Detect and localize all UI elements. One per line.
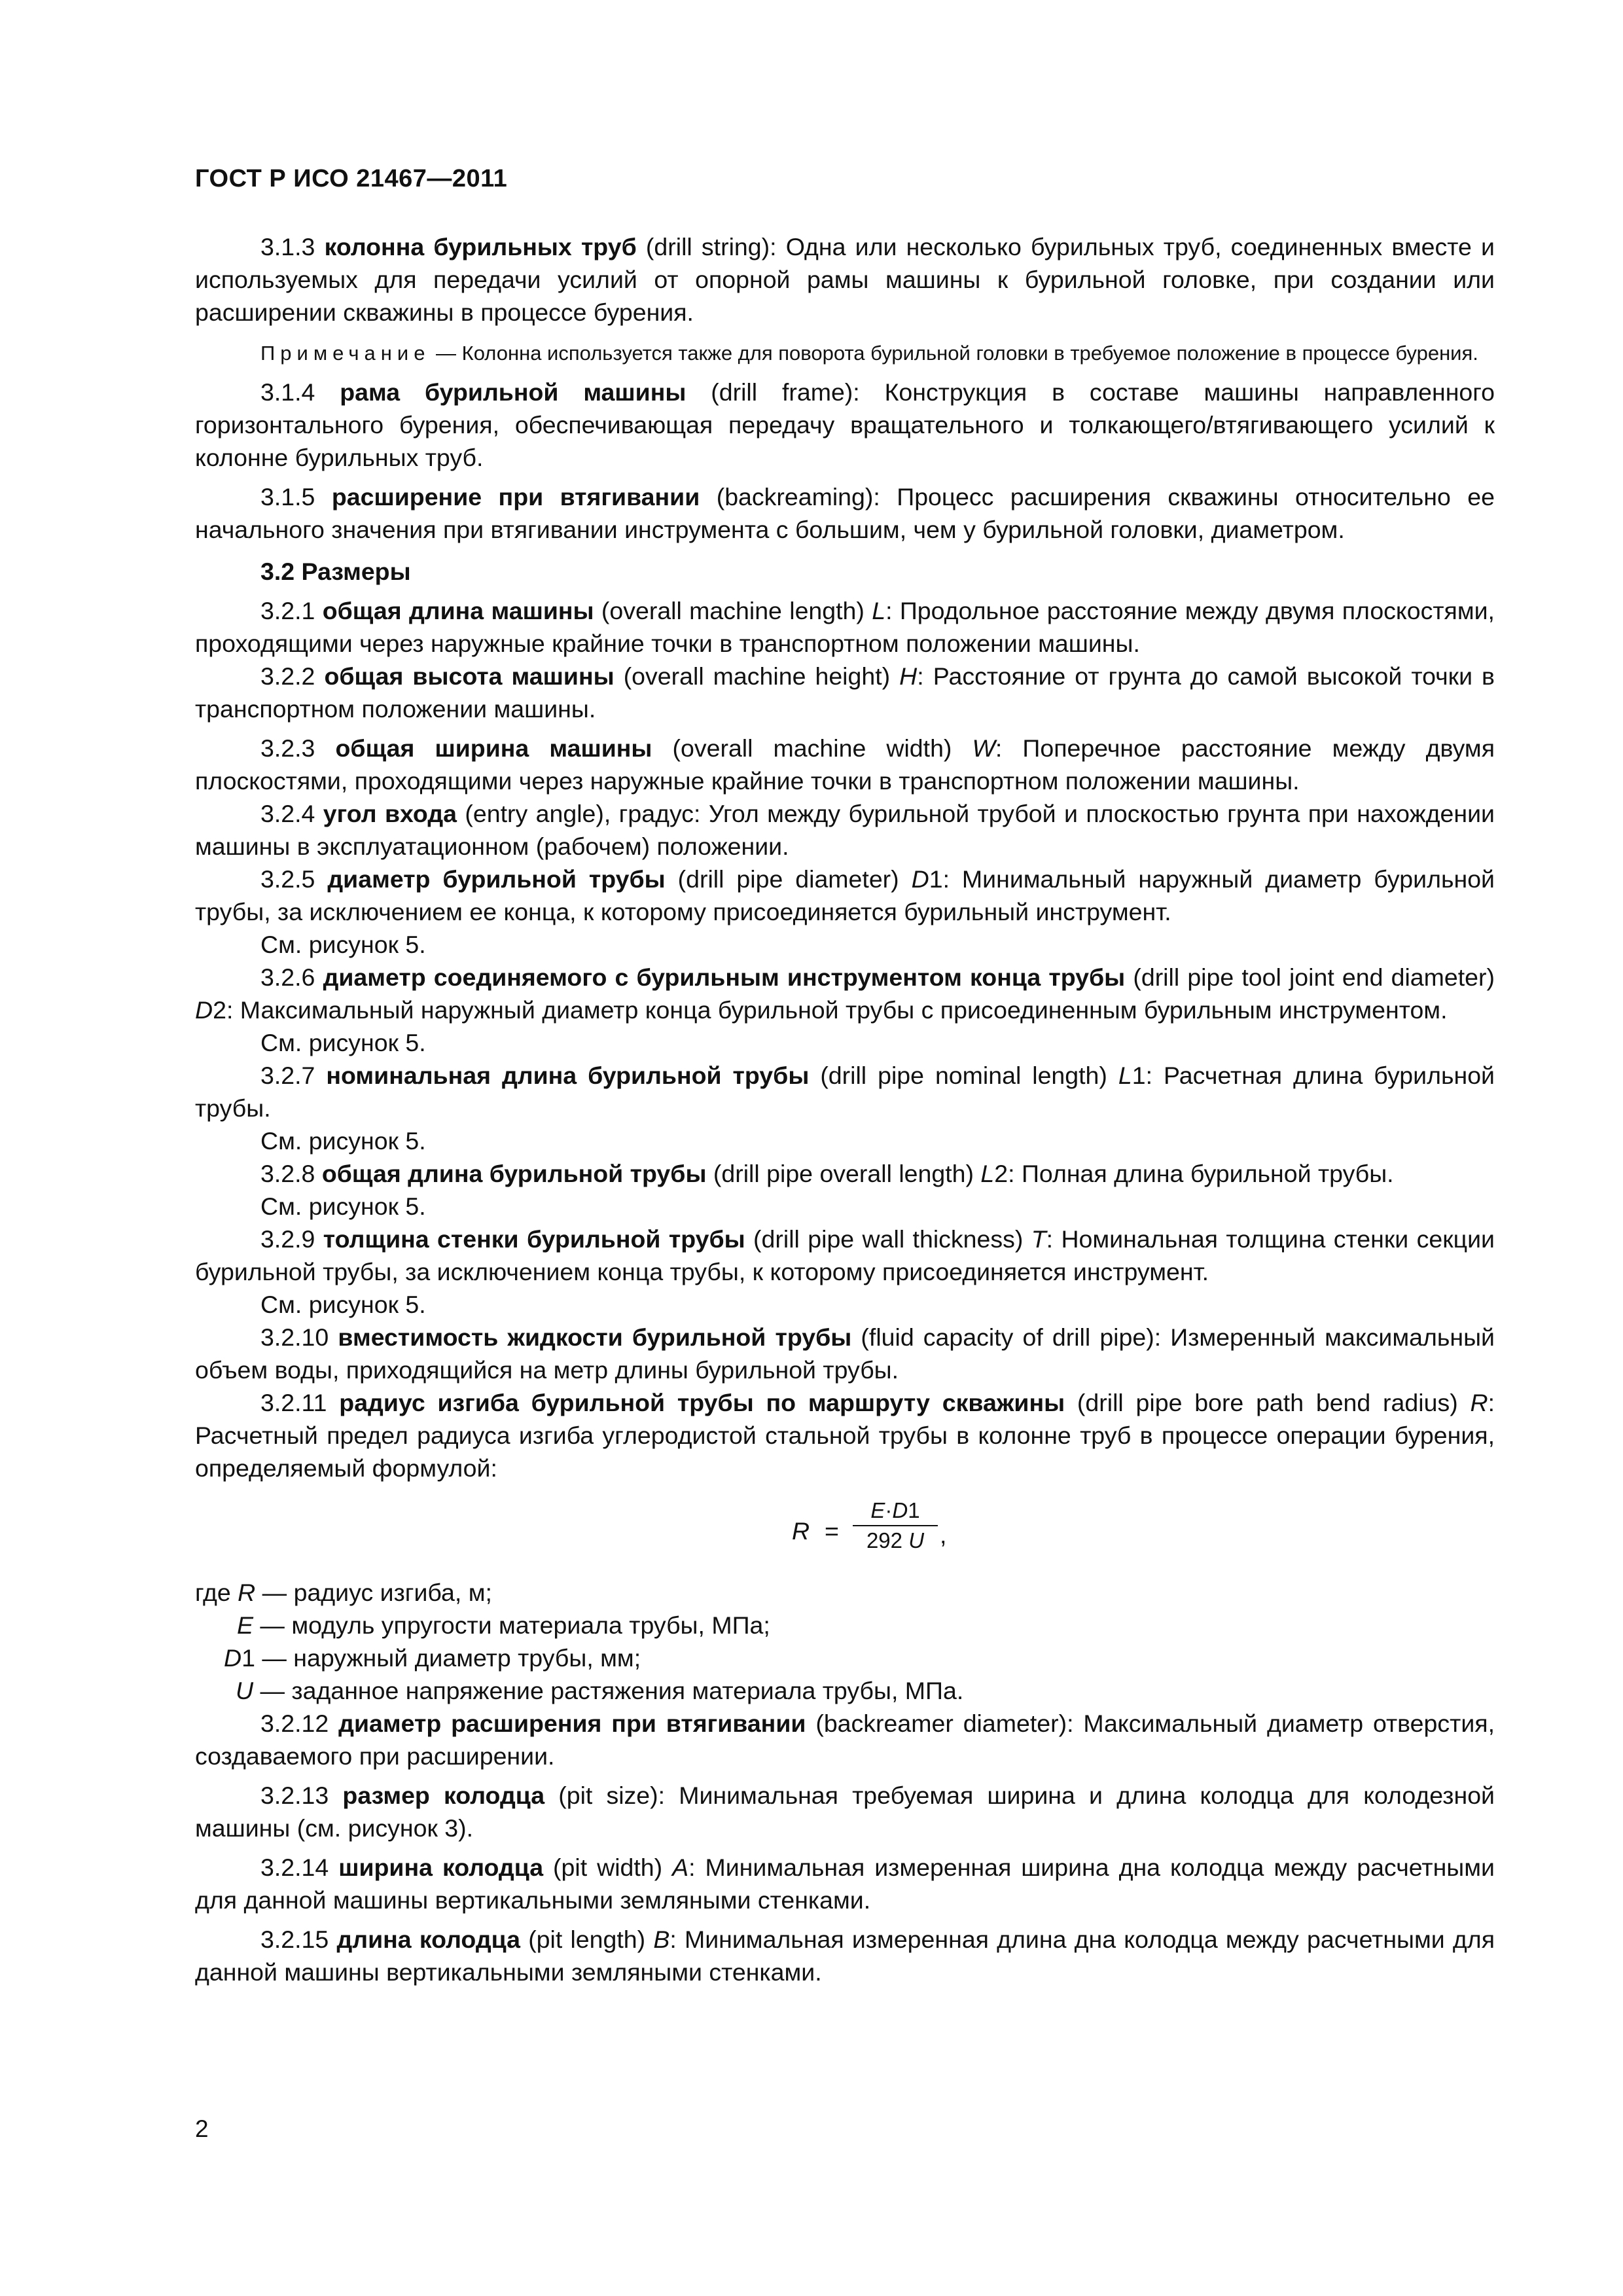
see-figure-5: См. рисунок 5.: [260, 1193, 426, 1220]
where-u: U — заданное напряжение растяжения материала трубы, МПа.: [236, 1677, 964, 1704]
document-header: ГОСТ Р ИСО 21467—2011: [195, 165, 508, 192]
clause-3-1-4: 3.1.4 рама бурильной машины (drill frame): Конструкция в составе машины направленного горизонтального бурения, обеспечивающая передачу вращательного и толкающего/втягивающего усилий к колонне бурильных труб.: [195, 378, 1495, 471]
clause-3-2-3: 3.2.3 общая ширина машины (overall machine width) W: Поперечное расстояние между двумя плоскостями, проходящими через наружные крайние точки в транспортном положении машины.: [195, 734, 1495, 795]
clause-3-2-13: 3.2.13 размер колодца (pit size): Минимальная требуемая ширина и длина колодца для колодезной машины (см. рисунок 3).: [195, 1782, 1495, 1842]
page-number: 2: [195, 2115, 209, 2142]
clause-3-2-5: 3.2.5 диаметр бурильной трубы (drill pipe diameter) D1: Минимальный наружный диаметр бурильной трубы, за исключением ее конца, к которому присоединяется бурильный инструмент.: [195, 865, 1495, 925]
section-heading-3-2: 3.2 Размеры: [260, 558, 411, 585]
clause-3-2-1: 3.2.1 общая длина машины (overall machine length) L: Продольное расстояние между двумя плоскостями, проходящими через наружные крайние точки в транспортном положении машины.: [195, 597, 1495, 657]
formula-numerator: E·D1: [870, 1498, 920, 1522]
note: Примечание — Колонна используется также для поворота бурильной головки в требуемое положение в процессе бурения.: [260, 342, 1478, 365]
bend-radius-formula: [195, 1492, 1495, 1570]
clause-3-1-5: 3.1.5 расширение при втягивании (backreaming): Процесс расширения скважины относительно ее начального значения при втягивании инструмента с большим, чем у бурильной головки, диаметром.: [195, 483, 1495, 543]
formula-equals: =: [825, 1517, 839, 1545]
where-d1: D1 — наружный диаметр трубы, мм;: [224, 1644, 641, 1672]
clause-3-2-8: 3.2.8 общая длина бурильной трубы (drill pipe overall length) L2: Полная длина бурильной трубы.: [260, 1160, 1394, 1187]
formula-comma: ,: [940, 1521, 947, 1549]
clause-3-2-15: 3.2.15 длина колодца (pit length) B: Минимальная измеренная длина дна колодца между расчетными для данной машины вертикальными земляными стенками.: [195, 1926, 1495, 1986]
clause-3-2-11: 3.2.11 радиус изгиба бурильной трубы по маршруту скважины (drill pipe bore path bend radius) R: Расчетный предел радиуса изгиба углеродистой стальной трубы в колонне труб в процессе операции бурения, определяемый формулой:: [195, 1389, 1495, 1482]
see-figure-5: См. рисунок 5.: [260, 1127, 426, 1155]
clause-3-2-4: 3.2.4 угол входа (entry angle), градус: Угол между бурильной трубой и плоскостью грунта при нахождении машины в эксплуатационном (рабочем) положении.: [195, 800, 1495, 860]
clause-3-2-10: 3.2.10 вместимость жидкости бурильной трубы (fluid capacity of drill pipe): Измеренный максимальный объем воды, приходящийся на метр длины бурильной трубы.: [195, 1323, 1495, 1384]
clause-3-2-6: 3.2.6 диаметр соединяемого с бурильным инструментом конца трубы (drill pipe tool joint end diameter) D2: Максимальный наружный диаметр конца бурильной трубы с присоединенным бурильным инструментом.: [195, 963, 1495, 1024]
clause-3-2-14: 3.2.14 ширина колодца (pit width) A: Минимальная измеренная ширина дна колодца между расчетными для данной машины вертикальными земляными стенками.: [195, 1854, 1495, 1914]
where-r: где R — радиус изгиба, м;: [195, 1579, 492, 1606]
fraction-bar: [853, 1525, 938, 1526]
clause-3-2-7: 3.2.7 номинальная длина бурильной трубы (drill pipe nominal length) L1: Расчетная длина бурильной трубы.: [195, 1062, 1495, 1122]
see-figure-5: См. рисунок 5.: [260, 1291, 426, 1318]
clause-3-2-12: 3.2.12 диаметр расширения при втягивании (backreamer diameter): Максимальный диаметр отверстия, создаваемого при расширении.: [195, 1710, 1495, 1770]
see-figure-5: См. рисунок 5.: [260, 1029, 426, 1056]
clause-3-2-9: 3.2.9 толщина стенки бурильной трубы (drill pipe wall thickness) T: Номинальная толщина стенки секции бурильной трубы, за исключением конца трубы, к которому присоединяется инструмент.: [195, 1225, 1495, 1285]
formula-lhs: R: [792, 1517, 810, 1545]
formula-fraction: [853, 1498, 938, 1554]
formula-denominator: 292 U: [866, 1528, 925, 1552]
clause-3-1-3: 3.1.3 колонна бурильных труб (drill string): Одна или несколько бурильных труб, соединенных вместе и используемых для передачи усилий от опорной рамы машины к бурильной головке, при создании или расширении скважины в процессе бурения.: [195, 233, 1495, 326]
see-figure-5: См. рисунок 5.: [260, 931, 426, 958]
document-body: [195, 230, 1495, 1988]
where-e: E — модуль упругости материала трубы, МПа;: [237, 1611, 770, 1639]
clause-3-2-2: 3.2.2 общая высота машины (overall machine height) H: Расстояние от грунта до самой высокой точки в транспортном положении машины.: [195, 662, 1495, 723]
